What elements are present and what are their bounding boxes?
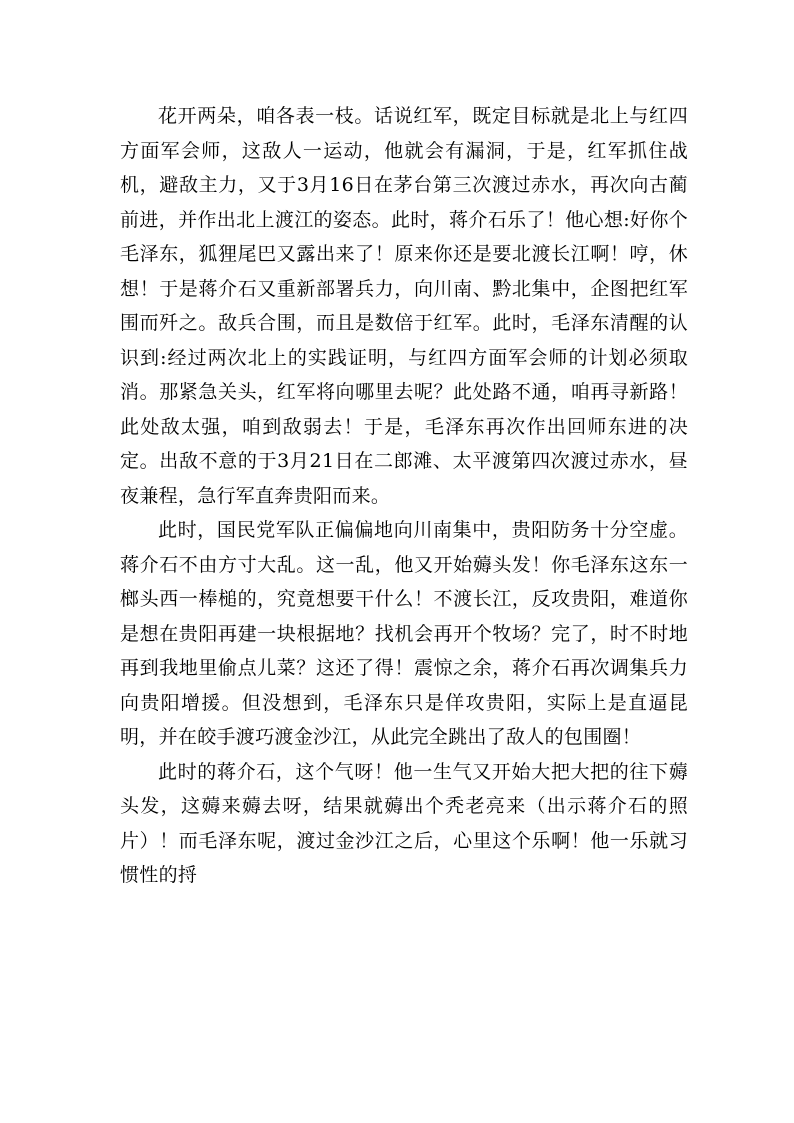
paragraph-3: 此时的蒋介石，这个气呀！他一生气又开始大把大把的往下薅头发，这薅来薅去呀，结果就薅出个秃老亮来（出示蒋介石的照片）！而毛泽东呢，渡过金沙江之后，心里这个乐啊！他一乐就习惯性的捋 <box>120 760 688 886</box>
body-text <box>120 99 688 893</box>
paragraph-1: 花开两朵，咱各表一枝。话说红军，既定目标就是北上与红四方面军会师，这敌人一运动，他就会有漏洞，于是，红军抓住战机，避敌主力，又于3月16日在茅台第三次渡过赤水，再次向古蔺前进，并作出北上渡江的姿态。此时，蒋介石乐了！他心想:好你个毛泽东，狐狸尾巴又露出来了！原来你还是要北渡长江啊！哼，休想！于是蒋介石又重新部署兵力，向川南、黔北集中，企图把红军围而歼之。敌兵合围，而且是数倍于红军。此时，毛泽东清醒的认识到:经过两次北上的实践证明，与红四方面军会师的计划必须取消。那紧急关头，红军将向哪里去呢？此处路不通，咱再寻新路！此处敌太强，咱到敌弱去！于是，毛泽东再次作出回师东进的决定。出敌不意的于3月21日在二郎滩、太平渡第四次渡过赤水，昼夜兼程，急行军直奔贵阳而来。 <box>120 105 688 507</box>
paragraph-2: 此时，国民党军队正偏偏地向川南集中，贵阳防务十分空虚。蒋介石不由方寸大乱。这一乱，他又开始薅头发！你毛泽东这东一榔头西一棒槌的，究竟想要干什么！不渡长江，反攻贵阳，难道你是想在贵阳再建一块根据地？找机会再开个牧场？完了，时不时地再到我地里偷点儿菜？这还了得！震惊之余，蒋介石再次调集兵力向贵阳增援。但没想到，毛泽东只是佯攻贵阳，实际上是直逼昆明，并在皎手渡巧渡金沙江，从此完全跳出了敌人的包围圈！ <box>120 519 688 748</box>
